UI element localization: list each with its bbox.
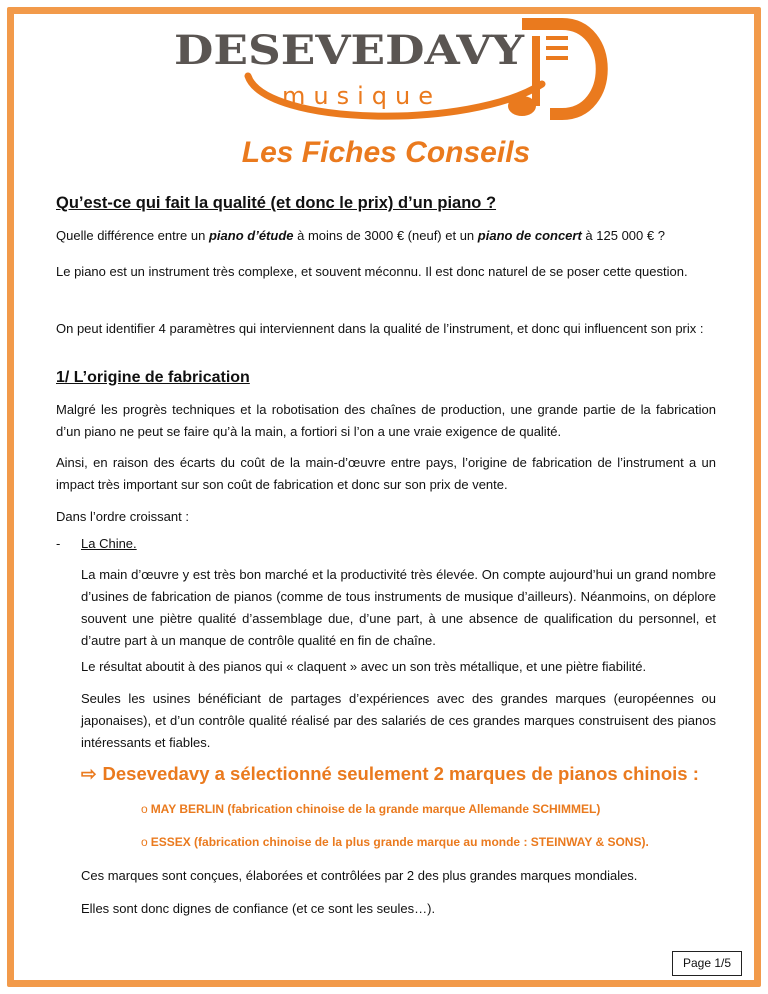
fiche-title: Les Fiches Conseils bbox=[241, 136, 531, 169]
bullet-dash: - bbox=[56, 536, 61, 551]
highlight-selection: ⇨ Desevedavy a sélectionné seulement 2 marques de pianos chinois : bbox=[81, 763, 699, 784]
paragraph-complexity: Le piano est un instrument très complexe, et souvent méconnu. Il est donc naturel de se poser cette question. bbox=[56, 264, 688, 279]
logo-sub: musique bbox=[282, 82, 441, 110]
desevedavy-logo bbox=[170, 18, 610, 136]
paragraph-parameters: On peut identifier 4 paramètres qui interviennent dans la qualité de l’instrument, et donc qui influencent son prix : bbox=[56, 321, 704, 336]
paragraph-cout: Ainsi, en raison des écarts du coût de la main-d’œuvre entre pays, l’origine de fabrication de l’instrument a un impact très important sur son coût de fabrication et donc sur son prix de vente. bbox=[56, 455, 716, 492]
main-heading: Qu’est-ce qui fait la qualité (et donc le prix) d’un piano ? bbox=[56, 194, 497, 212]
piano-etude-emphasis: piano d’étude bbox=[208, 228, 294, 243]
paragraph-ordre: Dans l’ordre croissant : bbox=[56, 509, 189, 524]
paragraph-chine-usines: Seules les usines bénéficiant de partages d’expériences avec des grandes marques (européennes ou japonaises), et d’un contrôle qualité réalisé par des salariés de ces grandes marques construisent des pianos intéressants et fiables. bbox=[81, 691, 716, 750]
arrow-right-icon: ⇨ bbox=[81, 763, 97, 784]
logo-brand: DESEVEDAVY bbox=[174, 27, 525, 74]
paragraph-fabrication: Malgré les progrès techniques et la robotisation des chaînes de production, une grande partie de la fabrication d’un piano ne peut se faire qu’à la main, a fortiori si l’on a une vraie exigence de qualité. bbox=[56, 402, 716, 439]
paragraph-marques-concues: Ces marques sont conçues, élaborées et contrôlées par 2 des plus grandes marques mondiales. bbox=[81, 868, 638, 883]
section-heading-origine: 1/ L’origine de fabrication bbox=[56, 369, 250, 386]
piano-concert-emphasis: piano de concert bbox=[477, 228, 582, 243]
brand-item-may-berlin: o MAY BERLIN (fabrication chinoise de la grande marque Allemande SCHIMMEL) bbox=[141, 802, 601, 816]
intro-paragraph: Quelle différence entre un piano d’étude à moins de 3000 € (neuf) et un piano de concert à 125 000 € ? bbox=[56, 228, 665, 243]
bullet-label-chine: La Chine. bbox=[81, 536, 137, 551]
paragraph-confiance: Elles sont donc dignes de confiance (et ce sont les seules…). bbox=[81, 901, 436, 916]
paragraph-chine-resultat: Le résultat aboutit à des pianos qui « claquent » avec un son très métallique, et une piètre fiabilité. bbox=[81, 659, 647, 674]
paragraph-chine-main-oeuvre: La main d’œuvre y est très bon marché et la productivité très élevée. On compte aujourd’hui un grand nombre d’usines de fabrication de pianos (comme de tous instruments de musique d’ailleurs). Néanmoins, on déplore souvent une piètre qualité d’assemblage due, d’une part, à une absence de qualification du personnel, et d’autre part à un manque de contrôle qualité en fin de chaîne. bbox=[81, 567, 716, 648]
page-number: Page 1/5 bbox=[672, 951, 742, 976]
brand-item-essex: o ESSEX (fabrication chinoise de la plus grande marque au monde : STEINWAY & SONS). bbox=[141, 835, 649, 849]
